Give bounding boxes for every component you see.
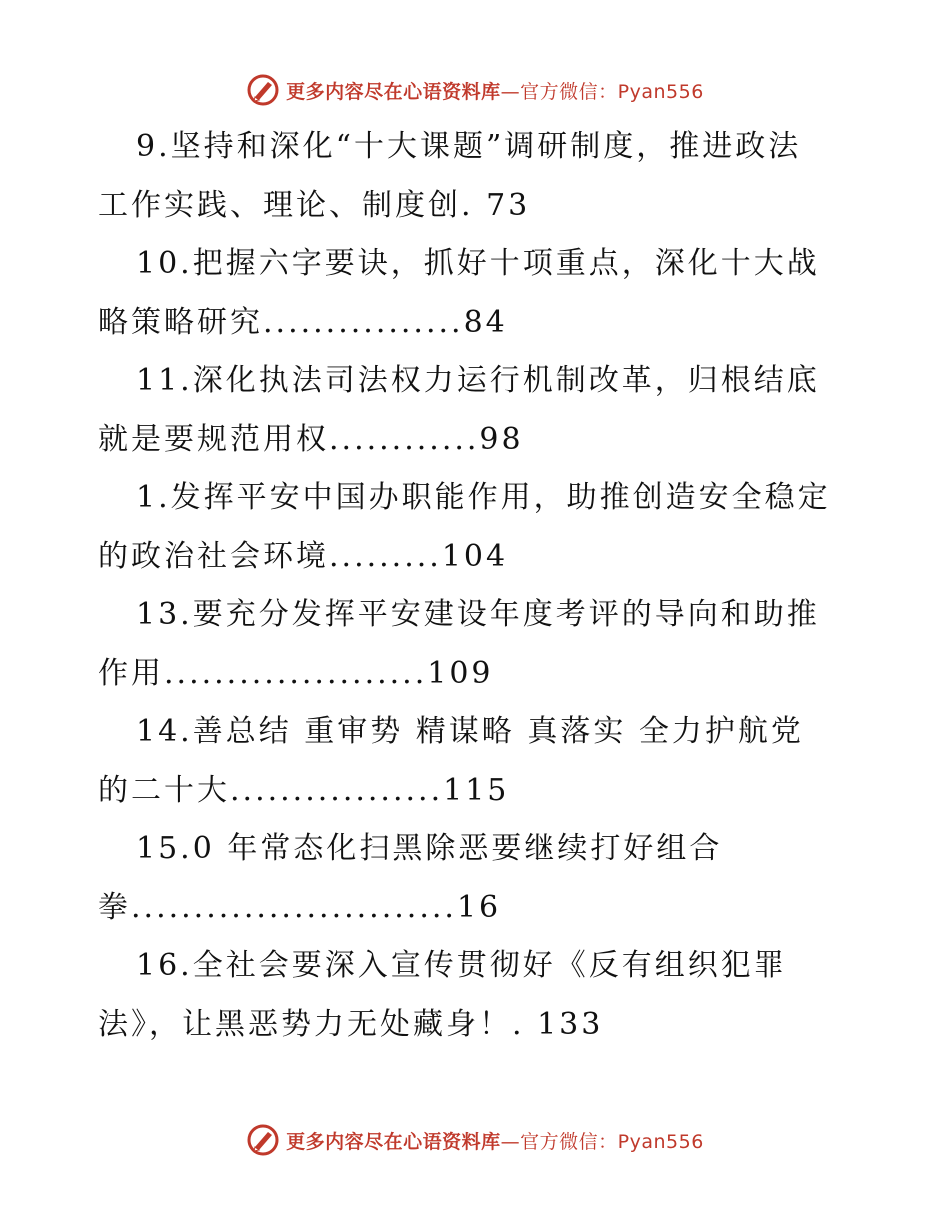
toc-line: 法》，让黑恶势力无处藏身！. 133 xyxy=(98,1006,604,1042)
toc-line: 15.0 年常态化扫黑除恶要继续打好组合 xyxy=(136,831,723,866)
header-separator: — xyxy=(500,80,521,103)
footer-separator: — xyxy=(500,1130,521,1153)
pen-circle-logo-icon xyxy=(246,1123,280,1157)
toc-line: 16.全社会要深入宣传贯彻好《反有组织犯罪 xyxy=(136,948,787,983)
toc-line: 9.坚持和深化“十大课题”调研制度，推进政法 xyxy=(136,129,802,164)
toc-line: 的政治社会环境.........104 xyxy=(98,538,509,574)
toc-line: 略策略研究................84 xyxy=(98,304,508,340)
footer-brand: 更多内容尽在心语资料库 xyxy=(286,1130,501,1153)
header-brand: 更多内容尽在心语资料库 xyxy=(286,80,501,103)
toc-line: 1.发挥平安中国办职能作用，助推创造安全稳定 xyxy=(136,480,831,515)
footer-banner xyxy=(0,1120,950,1160)
toc-line: 的二十大.................115 xyxy=(98,772,510,808)
toc-line: 就是要规范用权............98 xyxy=(98,421,524,457)
toc-line: 工作实践、理论、制度创. 73 xyxy=(98,187,531,223)
pen-circle-logo-icon xyxy=(246,73,280,107)
table-of-contents xyxy=(98,118,868,1054)
header-banner xyxy=(0,70,950,110)
toc-line: 拳..........................16 xyxy=(98,889,502,925)
toc-line: 10.把握六字要诀，抓好十项重点，深化十大战 xyxy=(136,246,820,281)
toc-line: 14.善总结 重审势 精谋略 真落实 全力护航党 xyxy=(136,714,804,749)
toc-line: 13.要充分发挥平安建设年度考评的导向和助推 xyxy=(136,597,820,632)
toc-line: 11.深化执法司法权力运行机制改革，归根结底 xyxy=(136,363,820,398)
header-contact: 官方微信：Pyan556 xyxy=(520,80,704,103)
footer-contact: 官方微信：Pyan556 xyxy=(520,1130,704,1153)
toc-line: 作用.....................109 xyxy=(98,655,494,691)
